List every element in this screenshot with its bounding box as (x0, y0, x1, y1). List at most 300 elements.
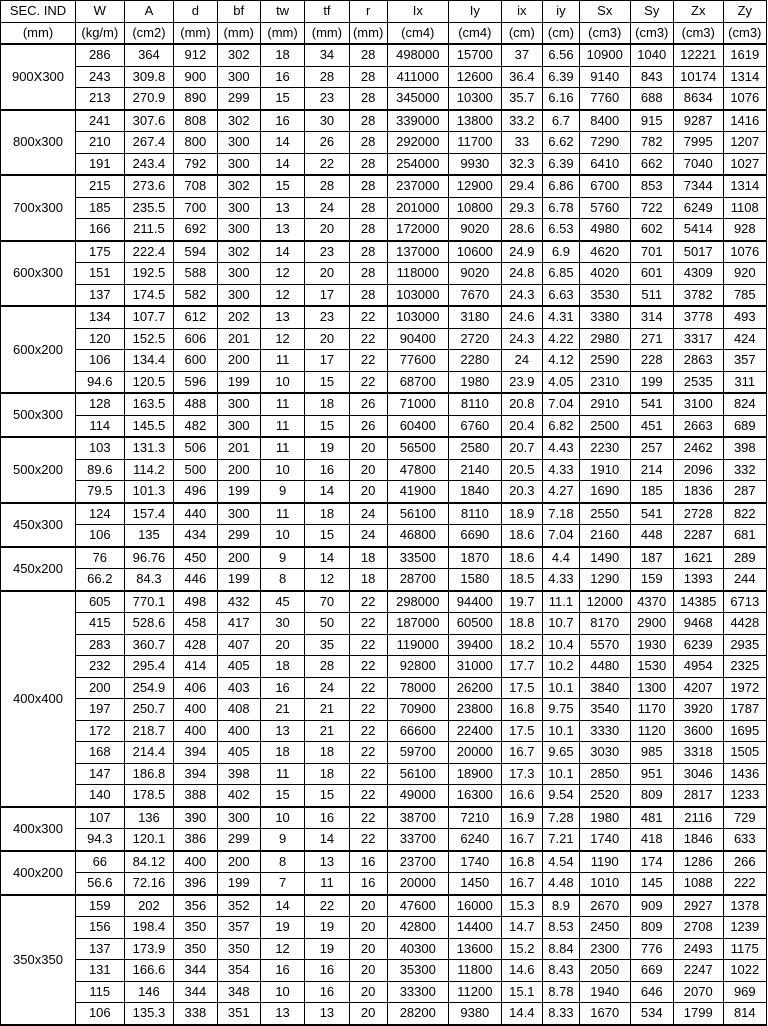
table-cell: 2670 (579, 895, 630, 917)
table-cell: 6.62 (542, 132, 579, 154)
table-cell: 14 (305, 829, 349, 851)
table-cell: 39400 (448, 634, 501, 656)
table-cell: 13 (305, 1003, 349, 1025)
table-cell: 200 (217, 459, 260, 481)
table-cell: 12 (305, 569, 349, 591)
table-cell: 45 (260, 591, 304, 613)
table-cell: 909 (630, 895, 673, 917)
table-cell: 3782 (673, 284, 723, 306)
table-cell: 808 (174, 110, 217, 132)
table-cell: 396 (174, 873, 217, 895)
table-cell: 4.22 (542, 328, 579, 350)
table-cell: 3030 (579, 742, 630, 764)
table-cell: 15 (305, 415, 349, 437)
table-cell: 14.7 (501, 917, 542, 939)
table-cell: 23.9 (501, 371, 542, 393)
table-cell: 6.82 (542, 415, 579, 437)
table-cell: 351 (217, 1003, 260, 1025)
table-cell: 32.3 (501, 153, 542, 175)
table-cell: 244 (723, 569, 766, 591)
table-row (1, 175, 767, 197)
table-cell: 352 (217, 895, 260, 917)
column-unit: (cm3) (579, 22, 630, 44)
table-cell: 106 (76, 525, 125, 547)
table-cell: 2450 (579, 917, 630, 939)
table-cell: 37 (501, 44, 542, 66)
table-cell: 7.04 (542, 525, 579, 547)
column-header: W (76, 1, 125, 23)
table-cell: 214.4 (124, 742, 174, 764)
column-unit: (mm) (217, 22, 260, 44)
table-cell: 300 (217, 503, 260, 525)
table-cell: 12 (260, 284, 304, 306)
column-header: iy (542, 1, 579, 23)
table-cell: 20 (349, 895, 387, 917)
table-cell: 6410 (579, 153, 630, 175)
table-cell: 900 (174, 66, 217, 88)
table-cell: 199 (217, 873, 260, 895)
table-cell: 299 (217, 88, 260, 110)
table-row (1, 634, 767, 656)
table-cell: 26 (349, 415, 387, 437)
table-cell: 26 (305, 132, 349, 154)
table-cell: 18 (305, 393, 349, 415)
table-cell: 1910 (579, 459, 630, 481)
table-cell: 1846 (673, 829, 723, 851)
table-cell: 18 (305, 763, 349, 785)
table-cell: 16300 (448, 785, 501, 807)
table-cell: 22 (349, 807, 387, 829)
table-cell: 28 (349, 66, 387, 88)
table-cell: 6.56 (542, 44, 579, 66)
table-cell: 701 (630, 241, 673, 263)
table-row (1, 241, 767, 263)
table-cell: 120.1 (124, 829, 174, 851)
table-cell: 541 (630, 393, 673, 415)
table-cell: 9287 (673, 110, 723, 132)
table-cell: 450 (174, 547, 217, 569)
section-group (1, 503, 767, 547)
section-group (1, 241, 767, 307)
table-cell: 6713 (723, 591, 766, 613)
table-row (1, 742, 767, 764)
table-cell: 18 (305, 742, 349, 764)
table-cell: 692 (174, 219, 217, 241)
table-cell: 451 (630, 415, 673, 437)
table-row (1, 569, 767, 591)
table-cell: 151 (76, 263, 125, 285)
column-header: Sy (630, 1, 673, 23)
table-cell: 14400 (448, 917, 501, 939)
table-cell: 1619 (723, 44, 766, 66)
table-cell: 8.43 (542, 960, 579, 982)
table-cell: 15700 (448, 44, 501, 66)
table-cell: 135 (124, 525, 174, 547)
table-cell: 215 (76, 175, 125, 197)
table-cell: 10 (260, 459, 304, 481)
table-cell: 985 (630, 742, 673, 764)
column-unit: (cm4) (387, 22, 448, 44)
section-designation: 450x200 (1, 547, 76, 591)
table-cell: 700 (174, 197, 217, 219)
table-cell: 3330 (579, 720, 630, 742)
table-row (1, 873, 767, 895)
table-cell: 6.63 (542, 284, 579, 306)
table-cell: 118000 (387, 263, 448, 285)
table-cell: 186.8 (124, 763, 174, 785)
table-cell: 2935 (723, 634, 766, 656)
table-cell: 22 (349, 371, 387, 393)
table-cell: 407 (217, 634, 260, 656)
table-cell: 283 (76, 634, 125, 656)
table-cell: 1530 (630, 656, 673, 678)
table-cell: 13 (305, 851, 349, 873)
table-cell: 1088 (673, 873, 723, 895)
table-cell: 20.7 (501, 437, 542, 459)
table-cell: 9468 (673, 613, 723, 635)
table-cell: 20 (349, 981, 387, 1003)
column-header: r (349, 1, 387, 23)
table-cell: 2663 (673, 415, 723, 437)
table-cell: 601 (630, 263, 673, 285)
table-cell: 33.2 (501, 110, 542, 132)
table-cell: 6690 (448, 525, 501, 547)
table-cell: 36.4 (501, 66, 542, 88)
table-cell: 107.7 (124, 306, 174, 328)
table-cell: 3317 (673, 328, 723, 350)
table-cell: 20.4 (501, 415, 542, 437)
section-group (1, 591, 767, 807)
table-cell: 16 (305, 960, 349, 982)
table-cell: 10.2 (542, 656, 579, 678)
table-cell: 28 (349, 284, 387, 306)
table-cell: 120 (76, 328, 125, 350)
table-cell: 12000 (579, 591, 630, 613)
table-cell: 689 (723, 415, 766, 437)
table-cell: 18900 (448, 763, 501, 785)
table-cell: 56500 (387, 437, 448, 459)
column-header: Iy (448, 1, 501, 23)
table-cell: 822 (723, 503, 766, 525)
table-cell: 498 (174, 591, 217, 613)
table-cell: 6239 (673, 634, 723, 656)
table-cell: 13 (260, 1003, 304, 1025)
table-cell: 124 (76, 503, 125, 525)
table-cell: 729 (723, 807, 766, 829)
table-cell: 28 (349, 44, 387, 66)
table-cell: 1170 (630, 699, 673, 721)
column-unit: (cm) (501, 22, 542, 44)
table-cell: 15 (260, 175, 304, 197)
table-cell: 8 (260, 851, 304, 873)
section-group (1, 547, 767, 591)
table-cell: 214 (630, 459, 673, 481)
table-cell: 9.54 (542, 785, 579, 807)
table-cell: 222.4 (124, 241, 174, 263)
table-cell: 2850 (579, 763, 630, 785)
section-designation: 900X300 (1, 44, 76, 110)
table-cell: 1980 (448, 371, 501, 393)
table-cell: 8634 (673, 88, 723, 110)
table-cell: 853 (630, 175, 673, 197)
table-cell: 28 (349, 110, 387, 132)
table-cell: 541 (630, 503, 673, 525)
table-cell: 1436 (723, 763, 766, 785)
table-cell: 596 (174, 371, 217, 393)
table-cell: 2325 (723, 656, 766, 678)
table-cell: 15 (305, 371, 349, 393)
table-cell: 440 (174, 503, 217, 525)
table-cell: 228 (630, 350, 673, 372)
table-cell: 22 (349, 677, 387, 699)
table-cell: 13 (260, 219, 304, 241)
section-designation: 600x200 (1, 306, 76, 393)
column-unit: (cm) (542, 22, 579, 44)
table-cell: 168 (76, 742, 125, 764)
table-cell: 298000 (387, 591, 448, 613)
table-cell: 4.54 (542, 851, 579, 873)
table-cell: 28 (349, 197, 387, 219)
table-cell: 2287 (673, 525, 723, 547)
table-cell: 107 (76, 807, 125, 829)
table-cell: 16.8 (501, 699, 542, 721)
table-cell: 1940 (579, 981, 630, 1003)
table-cell: 78000 (387, 677, 448, 699)
table-cell: 400 (174, 720, 217, 742)
table-cell: 1490 (579, 547, 630, 569)
table-cell: 18.9 (501, 503, 542, 525)
table-cell: 482 (174, 415, 217, 437)
table-cell: 16 (260, 110, 304, 132)
table-cell: 681 (723, 525, 766, 547)
table-cell: 21 (260, 699, 304, 721)
column-header: Zy (723, 1, 766, 23)
table-cell: 24 (305, 677, 349, 699)
table-cell: 19.7 (501, 591, 542, 613)
table-cell: 7040 (673, 153, 723, 175)
table-cell: 131 (76, 960, 125, 982)
column-header: Ix (387, 1, 448, 23)
table-cell: 199 (217, 481, 260, 503)
table-cell: 28 (349, 241, 387, 263)
table-cell: 1022 (723, 960, 766, 982)
table-cell: 14 (260, 895, 304, 917)
table-cell: 1695 (723, 720, 766, 742)
table-cell: 15 (305, 785, 349, 807)
table-cell: 13600 (448, 938, 501, 960)
table-cell: 16 (260, 66, 304, 88)
table-cell: 241 (76, 110, 125, 132)
table-cell: 1580 (448, 569, 501, 591)
table-row (1, 895, 767, 917)
table-cell: 30 (305, 110, 349, 132)
table-cell: 688 (630, 88, 673, 110)
section-group (1, 393, 767, 437)
table-cell: 418 (630, 829, 673, 851)
table-cell: 103 (76, 437, 125, 459)
table-cell: 500 (174, 459, 217, 481)
table-cell: 16 (305, 459, 349, 481)
table-cell: 1076 (723, 241, 766, 263)
table-cell: 24.3 (501, 284, 542, 306)
table-cell: 2050 (579, 960, 630, 982)
table-cell: 2116 (673, 807, 723, 829)
table-cell: 4309 (673, 263, 723, 285)
table-cell: 300 (217, 197, 260, 219)
table-cell: 1027 (723, 153, 766, 175)
table-cell: 1621 (673, 547, 723, 569)
table-cell: 338 (174, 1003, 217, 1025)
table-cell: 6760 (448, 415, 501, 437)
table-cell: 344 (174, 960, 217, 982)
table-cell: 300 (217, 807, 260, 829)
table-cell: 2300 (579, 938, 630, 960)
table-cell: 606 (174, 328, 217, 350)
table-cell: 28200 (387, 1003, 448, 1025)
table-cell: 8110 (448, 503, 501, 525)
table-cell: 38700 (387, 807, 448, 829)
table-cell: 254000 (387, 153, 448, 175)
table-cell: 3840 (579, 677, 630, 699)
table-cell: 388 (174, 785, 217, 807)
table-row (1, 613, 767, 635)
table-cell: 4.33 (542, 459, 579, 481)
table-cell: 417 (217, 613, 260, 635)
section-designation: 800x300 (1, 110, 76, 176)
table-cell: 3540 (579, 699, 630, 721)
table-cell: 23 (305, 306, 349, 328)
table-cell: 273.6 (124, 175, 174, 197)
table-cell: 2728 (673, 503, 723, 525)
table-cell: 89.6 (76, 459, 125, 481)
table-cell: 602 (630, 219, 673, 241)
table-cell: 56100 (387, 763, 448, 785)
table-cell: 16000 (448, 895, 501, 917)
table-cell: 357 (217, 917, 260, 939)
table-cell: 1378 (723, 895, 766, 917)
table-cell: 22 (349, 591, 387, 613)
table-cell: 172000 (387, 219, 448, 241)
table-cell: 134 (76, 306, 125, 328)
table-cell: 135.3 (124, 1003, 174, 1025)
table-cell: 481 (630, 807, 673, 829)
table-row (1, 219, 767, 241)
table-cell: 1740 (579, 829, 630, 851)
table-cell: 11 (305, 873, 349, 895)
table-row (1, 197, 767, 219)
table-cell: 56100 (387, 503, 448, 525)
table-cell: 6.53 (542, 219, 579, 241)
table-row (1, 350, 767, 372)
table-cell: 22 (349, 829, 387, 851)
table-cell: 386 (174, 829, 217, 851)
table-cell: 408 (217, 699, 260, 721)
table-cell: 17.5 (501, 720, 542, 742)
table-cell: 40300 (387, 938, 448, 960)
table-cell: 15 (305, 525, 349, 547)
table-cell: 178.5 (124, 785, 174, 807)
table-cell: 185 (630, 481, 673, 503)
table-cell: 213 (76, 88, 125, 110)
table-cell: 1207 (723, 132, 766, 154)
table-cell: 10 (260, 981, 304, 1003)
table-cell: 20.3 (501, 481, 542, 503)
table-cell: 1040 (630, 44, 673, 66)
table-cell: 12900 (448, 175, 501, 197)
table-cell: 4.31 (542, 306, 579, 328)
table-cell: 6700 (579, 175, 630, 197)
table-cell: 15.3 (501, 895, 542, 917)
table-cell: 185 (76, 197, 125, 219)
table-cell: 131.3 (124, 437, 174, 459)
table-cell: 287 (723, 481, 766, 503)
section-group (1, 895, 767, 1025)
table-cell: 2520 (579, 785, 630, 807)
table-cell: 11 (260, 763, 304, 785)
table-cell: 302 (217, 241, 260, 263)
table-cell: 1190 (579, 851, 630, 873)
table-cell: 84.12 (124, 851, 174, 873)
table-cell: 2500 (579, 415, 630, 437)
table-cell: 28 (349, 153, 387, 175)
table-cell: 35 (305, 634, 349, 656)
table-cell: 94.6 (76, 371, 125, 393)
table-row (1, 393, 767, 415)
table-cell: 35300 (387, 960, 448, 982)
table-cell: 34 (305, 44, 349, 66)
table-cell: 17.3 (501, 763, 542, 785)
table-cell: 1239 (723, 917, 766, 939)
table-cell: 5760 (579, 197, 630, 219)
table-cell: 28 (305, 66, 349, 88)
table-cell: 166 (76, 219, 125, 241)
column-unit: (cm4) (448, 22, 501, 44)
table-cell: 16 (349, 873, 387, 895)
table-row (1, 503, 767, 525)
table-cell: 432 (217, 591, 260, 613)
table-row (1, 88, 767, 110)
table-cell: 24.8 (501, 263, 542, 285)
table-cell: 192.5 (124, 263, 174, 285)
table-cell: 414 (174, 656, 217, 678)
table-cell: 2535 (673, 371, 723, 393)
table-cell: 157.4 (124, 503, 174, 525)
table-cell: 951 (630, 763, 673, 785)
table-cell: 12600 (448, 66, 501, 88)
table-cell: 17.7 (501, 656, 542, 678)
table-cell: 84.3 (124, 569, 174, 591)
table-cell: 6.9 (542, 241, 579, 263)
section-designation: 500x300 (1, 393, 76, 437)
table-cell: 314 (630, 306, 673, 328)
table-cell: 1870 (448, 547, 501, 569)
table-cell: 198.4 (124, 917, 174, 939)
table-cell: 809 (630, 785, 673, 807)
table-cell: 77600 (387, 350, 448, 372)
table-cell: 1690 (579, 481, 630, 503)
table-cell: 16.7 (501, 873, 542, 895)
table-cell: 390 (174, 807, 217, 829)
table-cell: 11200 (448, 981, 501, 1003)
table-cell: 299 (217, 829, 260, 851)
section-group (1, 175, 767, 241)
table-cell: 14 (305, 481, 349, 503)
table-row (1, 547, 767, 569)
table-cell: 4620 (579, 241, 630, 263)
table-cell: 7.04 (542, 393, 579, 415)
table-cell: 20 (349, 437, 387, 459)
table-cell: 7290 (579, 132, 630, 154)
